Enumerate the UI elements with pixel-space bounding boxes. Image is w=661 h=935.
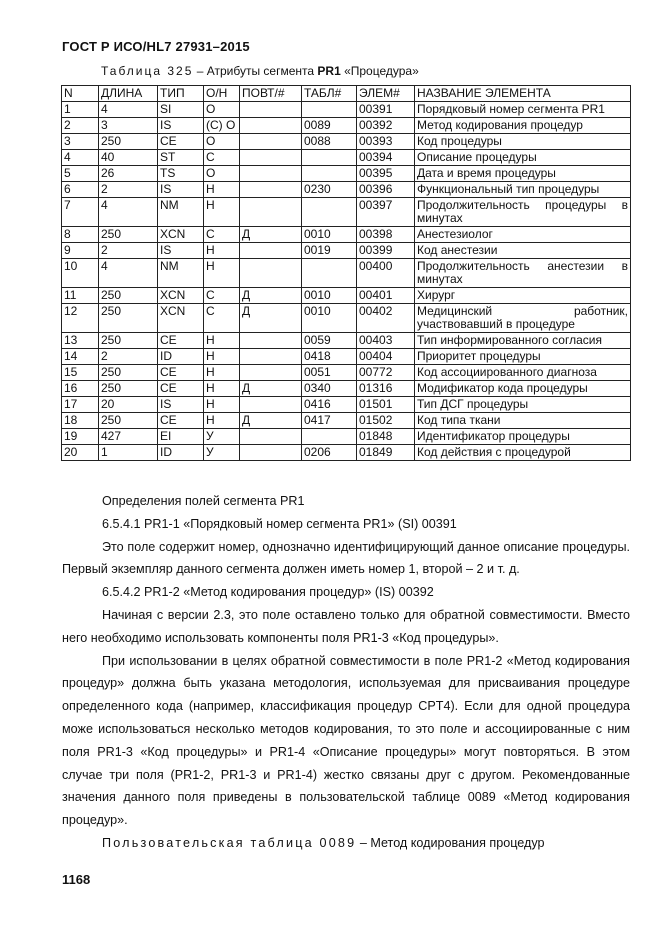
table-caption-text-end: «Процедура»	[340, 64, 419, 78]
table-cell: Н	[204, 198, 240, 227]
table-cell: EI	[158, 429, 204, 445]
table-row	[62, 365, 631, 381]
table-cell: 01849	[357, 445, 415, 461]
table-cell: 5	[62, 166, 99, 182]
table-cell: 01848	[357, 429, 415, 445]
table-cell: 2	[62, 118, 99, 134]
table-cell	[240, 243, 302, 259]
table-cell: 250	[99, 227, 158, 243]
table-cell: ID	[158, 445, 204, 461]
table-cell: 4	[99, 259, 158, 288]
table-row	[62, 134, 631, 150]
table-cell	[240, 365, 302, 381]
document-body	[62, 490, 630, 855]
table-cell: Н	[204, 243, 240, 259]
table-cell: 1	[62, 102, 99, 118]
table-cell: Н	[204, 259, 240, 288]
column-header: ПОВТ/#	[240, 86, 302, 102]
table-cell: 17	[62, 397, 99, 413]
table-row	[62, 349, 631, 365]
table-row	[62, 198, 631, 227]
table-cell: Продолжительность анестезии в минутах	[415, 259, 631, 288]
table-cell: Хирург	[415, 288, 631, 304]
table-cell: 9	[62, 243, 99, 259]
column-header: ТАБЛ#	[302, 86, 357, 102]
table-cell: О	[204, 102, 240, 118]
user-table-caption-label: Пользовательская таблица 0089	[102, 835, 357, 850]
table-cell: CE	[158, 413, 204, 429]
table-cell: Дата и время процедуры	[415, 166, 631, 182]
table-cell: 26	[99, 166, 158, 182]
table-cell: 01502	[357, 413, 415, 429]
table-cell: 0010	[302, 288, 357, 304]
table-cell: 4	[62, 150, 99, 166]
table-cell: 00403	[357, 333, 415, 349]
table-cell: 250	[99, 304, 158, 333]
table-cell: 00400	[357, 259, 415, 288]
table-cell	[240, 429, 302, 445]
table-cell: 2	[99, 182, 158, 198]
column-header: НАЗВАНИЕ ЭЛЕМЕНТА	[415, 86, 631, 102]
table-cell: Д	[240, 413, 302, 429]
table-cell: 00402	[357, 304, 415, 333]
table-row	[62, 413, 631, 429]
user-table-caption	[62, 832, 630, 855]
table-cell: 4	[99, 198, 158, 227]
table-cell: 10	[62, 259, 99, 288]
table-cell: У	[204, 445, 240, 461]
table-cell	[240, 166, 302, 182]
table-cell: Тип ДСГ процедуры	[415, 397, 631, 413]
table-cell: 0088	[302, 134, 357, 150]
table-cell: Н	[204, 413, 240, 429]
table-cell: Д	[240, 227, 302, 243]
table-cell: Приоритет процедуры	[415, 349, 631, 365]
table-cell: 250	[99, 288, 158, 304]
column-header: ТИП	[158, 86, 204, 102]
table-header-row	[62, 86, 631, 102]
table-row	[62, 243, 631, 259]
table-cell: 0089	[302, 118, 357, 134]
table-cell: Д	[240, 288, 302, 304]
paragraph: При использовании в целях обратной совместимости в поле PR1-2 «Метод кодирования процедур» должна быть указана методология, используемая для присваивания процедуре определенного кода (например, классификация процедур CPT4). Если для одной процедура може использоваться несколько методов кодирования, то это поле и ассоциированные с ним поля PR1-3 «Код процедуры» и PR1-4 «Описание процедуры» могут повторяться. В этом случае три поля (PR1-2, PR1-3 и PR1-4) жестко связаны друг с другом. Рекомендованные значения данного поля приведены в пользовательской таблице 0089 «Метод кодирования процедур».	[62, 653, 630, 828]
table-cell: Функциональный тип процедуры	[415, 182, 631, 198]
table-cell: Идентификатор процедуры	[415, 429, 631, 445]
table-cell: 40	[99, 150, 158, 166]
table-cell: 250	[99, 381, 158, 397]
table-cell	[302, 429, 357, 445]
table-cell: С	[204, 150, 240, 166]
table-cell: 0010	[302, 227, 357, 243]
table-cell: Н	[204, 365, 240, 381]
table-cell: Н	[204, 349, 240, 365]
table-cell: О	[204, 166, 240, 182]
table-cell: Тип информированного согласия	[415, 333, 631, 349]
table-cell: 3	[99, 118, 158, 134]
table-cell: 01501	[357, 397, 415, 413]
table-row	[62, 397, 631, 413]
table-cell: Модификатор кода процедуры	[415, 381, 631, 397]
table-cell: Н	[204, 333, 240, 349]
table-cell: 16	[62, 381, 99, 397]
table-cell	[302, 259, 357, 288]
table-cell: Описание процедуры	[415, 150, 631, 166]
table-cell: IS	[158, 243, 204, 259]
table-cell	[240, 118, 302, 134]
table-cell: Продолжительность процедуры в минутах	[415, 198, 631, 227]
column-header: ДЛИНА	[99, 86, 158, 102]
table-row	[62, 150, 631, 166]
table-caption-label: Таблица 325	[101, 64, 194, 78]
table-cell: С	[204, 288, 240, 304]
table-cell: IS	[158, 182, 204, 198]
table-cell: Код процедуры	[415, 134, 631, 150]
section-heading: Определения полей сегмента PR1	[102, 494, 305, 508]
table-cell: ST	[158, 150, 204, 166]
table-cell: 0416	[302, 397, 357, 413]
table-cell	[240, 259, 302, 288]
table-cell	[240, 333, 302, 349]
table-cell: NM	[158, 198, 204, 227]
table-cell: 00772	[357, 365, 415, 381]
table-cell	[240, 134, 302, 150]
table-cell	[240, 102, 302, 118]
table-cell: 0340	[302, 381, 357, 397]
table-row	[62, 166, 631, 182]
table-cell: 00391	[357, 102, 415, 118]
segment-attributes-table	[61, 85, 631, 461]
table-caption-code: PR1	[317, 64, 341, 78]
table-cell: Код типа ткани	[415, 413, 631, 429]
table-caption-text: Атрибуты сегмента	[206, 64, 318, 78]
table-row	[62, 288, 631, 304]
table-cell: 19	[62, 429, 99, 445]
document-header: ГОСТ Р ИСО/HL7 27931–2015	[62, 39, 250, 54]
table-cell: XCN	[158, 304, 204, 333]
table-cell	[240, 198, 302, 227]
column-header: ЭЛЕМ#	[357, 86, 415, 102]
table-cell: 20	[99, 397, 158, 413]
table-cell: Н	[204, 381, 240, 397]
table-cell: 00395	[357, 166, 415, 182]
table-cell: 1	[99, 445, 158, 461]
table-cell: О	[204, 134, 240, 150]
table-cell: Д	[240, 381, 302, 397]
field-heading-pr1-1: 6.5.4.1 PR1-1 «Порядковый номер сегмента PR1» (SI) 00391	[102, 516, 457, 531]
table-cell: С	[204, 227, 240, 243]
table-row	[62, 182, 631, 198]
table-cell	[240, 349, 302, 365]
table-row	[62, 381, 631, 397]
column-header: N	[62, 86, 99, 102]
table-cell: 250	[99, 134, 158, 150]
table-cell: IS	[158, 118, 204, 134]
table-cell	[240, 445, 302, 461]
table-cell: 0230	[302, 182, 357, 198]
table-cell: XCN	[158, 288, 204, 304]
table-cell: 2	[99, 349, 158, 365]
table-cell: Код ассоциированного диагноза	[415, 365, 631, 381]
table-cell: С	[204, 304, 240, 333]
table-cell: 427	[99, 429, 158, 445]
table-cell: Д	[240, 304, 302, 333]
table-row	[62, 227, 631, 243]
table-cell: 00396	[357, 182, 415, 198]
table-cell: 250	[99, 413, 158, 429]
table-cell	[302, 198, 357, 227]
table-row	[62, 445, 631, 461]
table-cell: 12	[62, 304, 99, 333]
user-table-caption-text: Метод кодирования процедур	[370, 835, 545, 850]
table-cell: CE	[158, 134, 204, 150]
table-cell: 00401	[357, 288, 415, 304]
table-cell: 14	[62, 349, 99, 365]
paragraph: Начиная с версии 2.3, это поле оставлено только для обратной совместимости. Вместо него необходимо использовать компоненты поля PR1-3 «Код процедуры».	[62, 607, 630, 645]
table-cell: 0206	[302, 445, 357, 461]
table-cell: 2	[99, 243, 158, 259]
table-row	[62, 102, 631, 118]
table-cell: 0051	[302, 365, 357, 381]
table-cell: 00404	[357, 349, 415, 365]
table-cell	[240, 182, 302, 198]
user-table-caption-dash: –	[356, 835, 371, 850]
table-cell: CE	[158, 365, 204, 381]
table-cell: 250	[99, 333, 158, 349]
table-cell: 0059	[302, 333, 357, 349]
table-cell: NM	[158, 259, 204, 288]
table-cell: 0418	[302, 349, 357, 365]
field-heading-pr1-2: 6.5.4.2 PR1-2 «Метод кодирования процедур» (IS) 00392	[102, 585, 434, 600]
table-cell: ID	[158, 349, 204, 365]
table-cell: 11	[62, 288, 99, 304]
table-cell: Код действия с процедурой	[415, 445, 631, 461]
table-cell: Анестезиолог	[415, 227, 631, 243]
table-cell: Н	[204, 182, 240, 198]
table-cell: 00392	[357, 118, 415, 134]
table-cell: 3	[62, 134, 99, 150]
table-cell: 00394	[357, 150, 415, 166]
table-cell: 00397	[357, 198, 415, 227]
table-cell: Н	[204, 397, 240, 413]
table-cell: 00398	[357, 227, 415, 243]
table-cell: 20	[62, 445, 99, 461]
table-caption	[101, 64, 419, 78]
table-cell: 0010	[302, 304, 357, 333]
table-cell: 4	[99, 102, 158, 118]
table-cell	[240, 397, 302, 413]
table-cell: IS	[158, 397, 204, 413]
table-row	[62, 304, 631, 333]
table-cell: TS	[158, 166, 204, 182]
table-row	[62, 118, 631, 134]
table-cell: CE	[158, 381, 204, 397]
table-cell	[302, 150, 357, 166]
table-cell: 13	[62, 333, 99, 349]
table-cell: (С) О	[204, 118, 240, 134]
table-cell: Метод кодирования процедур	[415, 118, 631, 134]
table-cell: 8	[62, 227, 99, 243]
table-cell: У	[204, 429, 240, 445]
paragraph: Это поле содержит номер, однозначно идентифицирующий данное описание процедуры. Первый экземпляр данного сегмента должен иметь номер 1, второй – 2 и т. д.	[62, 539, 630, 577]
table-cell: 0019	[302, 243, 357, 259]
table-cell: 0417	[302, 413, 357, 429]
page-number: 1168	[62, 872, 91, 887]
table-cell	[302, 166, 357, 182]
table-cell: 18	[62, 413, 99, 429]
table-cell: 250	[99, 365, 158, 381]
table-cell	[240, 150, 302, 166]
table-cell: 15	[62, 365, 99, 381]
table-row	[62, 333, 631, 349]
table-cell: 00399	[357, 243, 415, 259]
column-header: О/Н	[204, 86, 240, 102]
table-cell: CE	[158, 333, 204, 349]
table-caption-dash: –	[193, 64, 207, 78]
table-cell	[302, 102, 357, 118]
table-cell: XCN	[158, 227, 204, 243]
table-cell: Код анестезии	[415, 243, 631, 259]
table-cell: Порядковый номер сегмента PR1	[415, 102, 631, 118]
table-row	[62, 429, 631, 445]
table-cell: Медицинский работник, участвовавший в процедуре	[415, 304, 631, 333]
table-cell: 7	[62, 198, 99, 227]
table-cell: 00393	[357, 134, 415, 150]
table-cell: 01316	[357, 381, 415, 397]
table-row	[62, 259, 631, 288]
table-cell: SI	[158, 102, 204, 118]
table-cell: 6	[62, 182, 99, 198]
